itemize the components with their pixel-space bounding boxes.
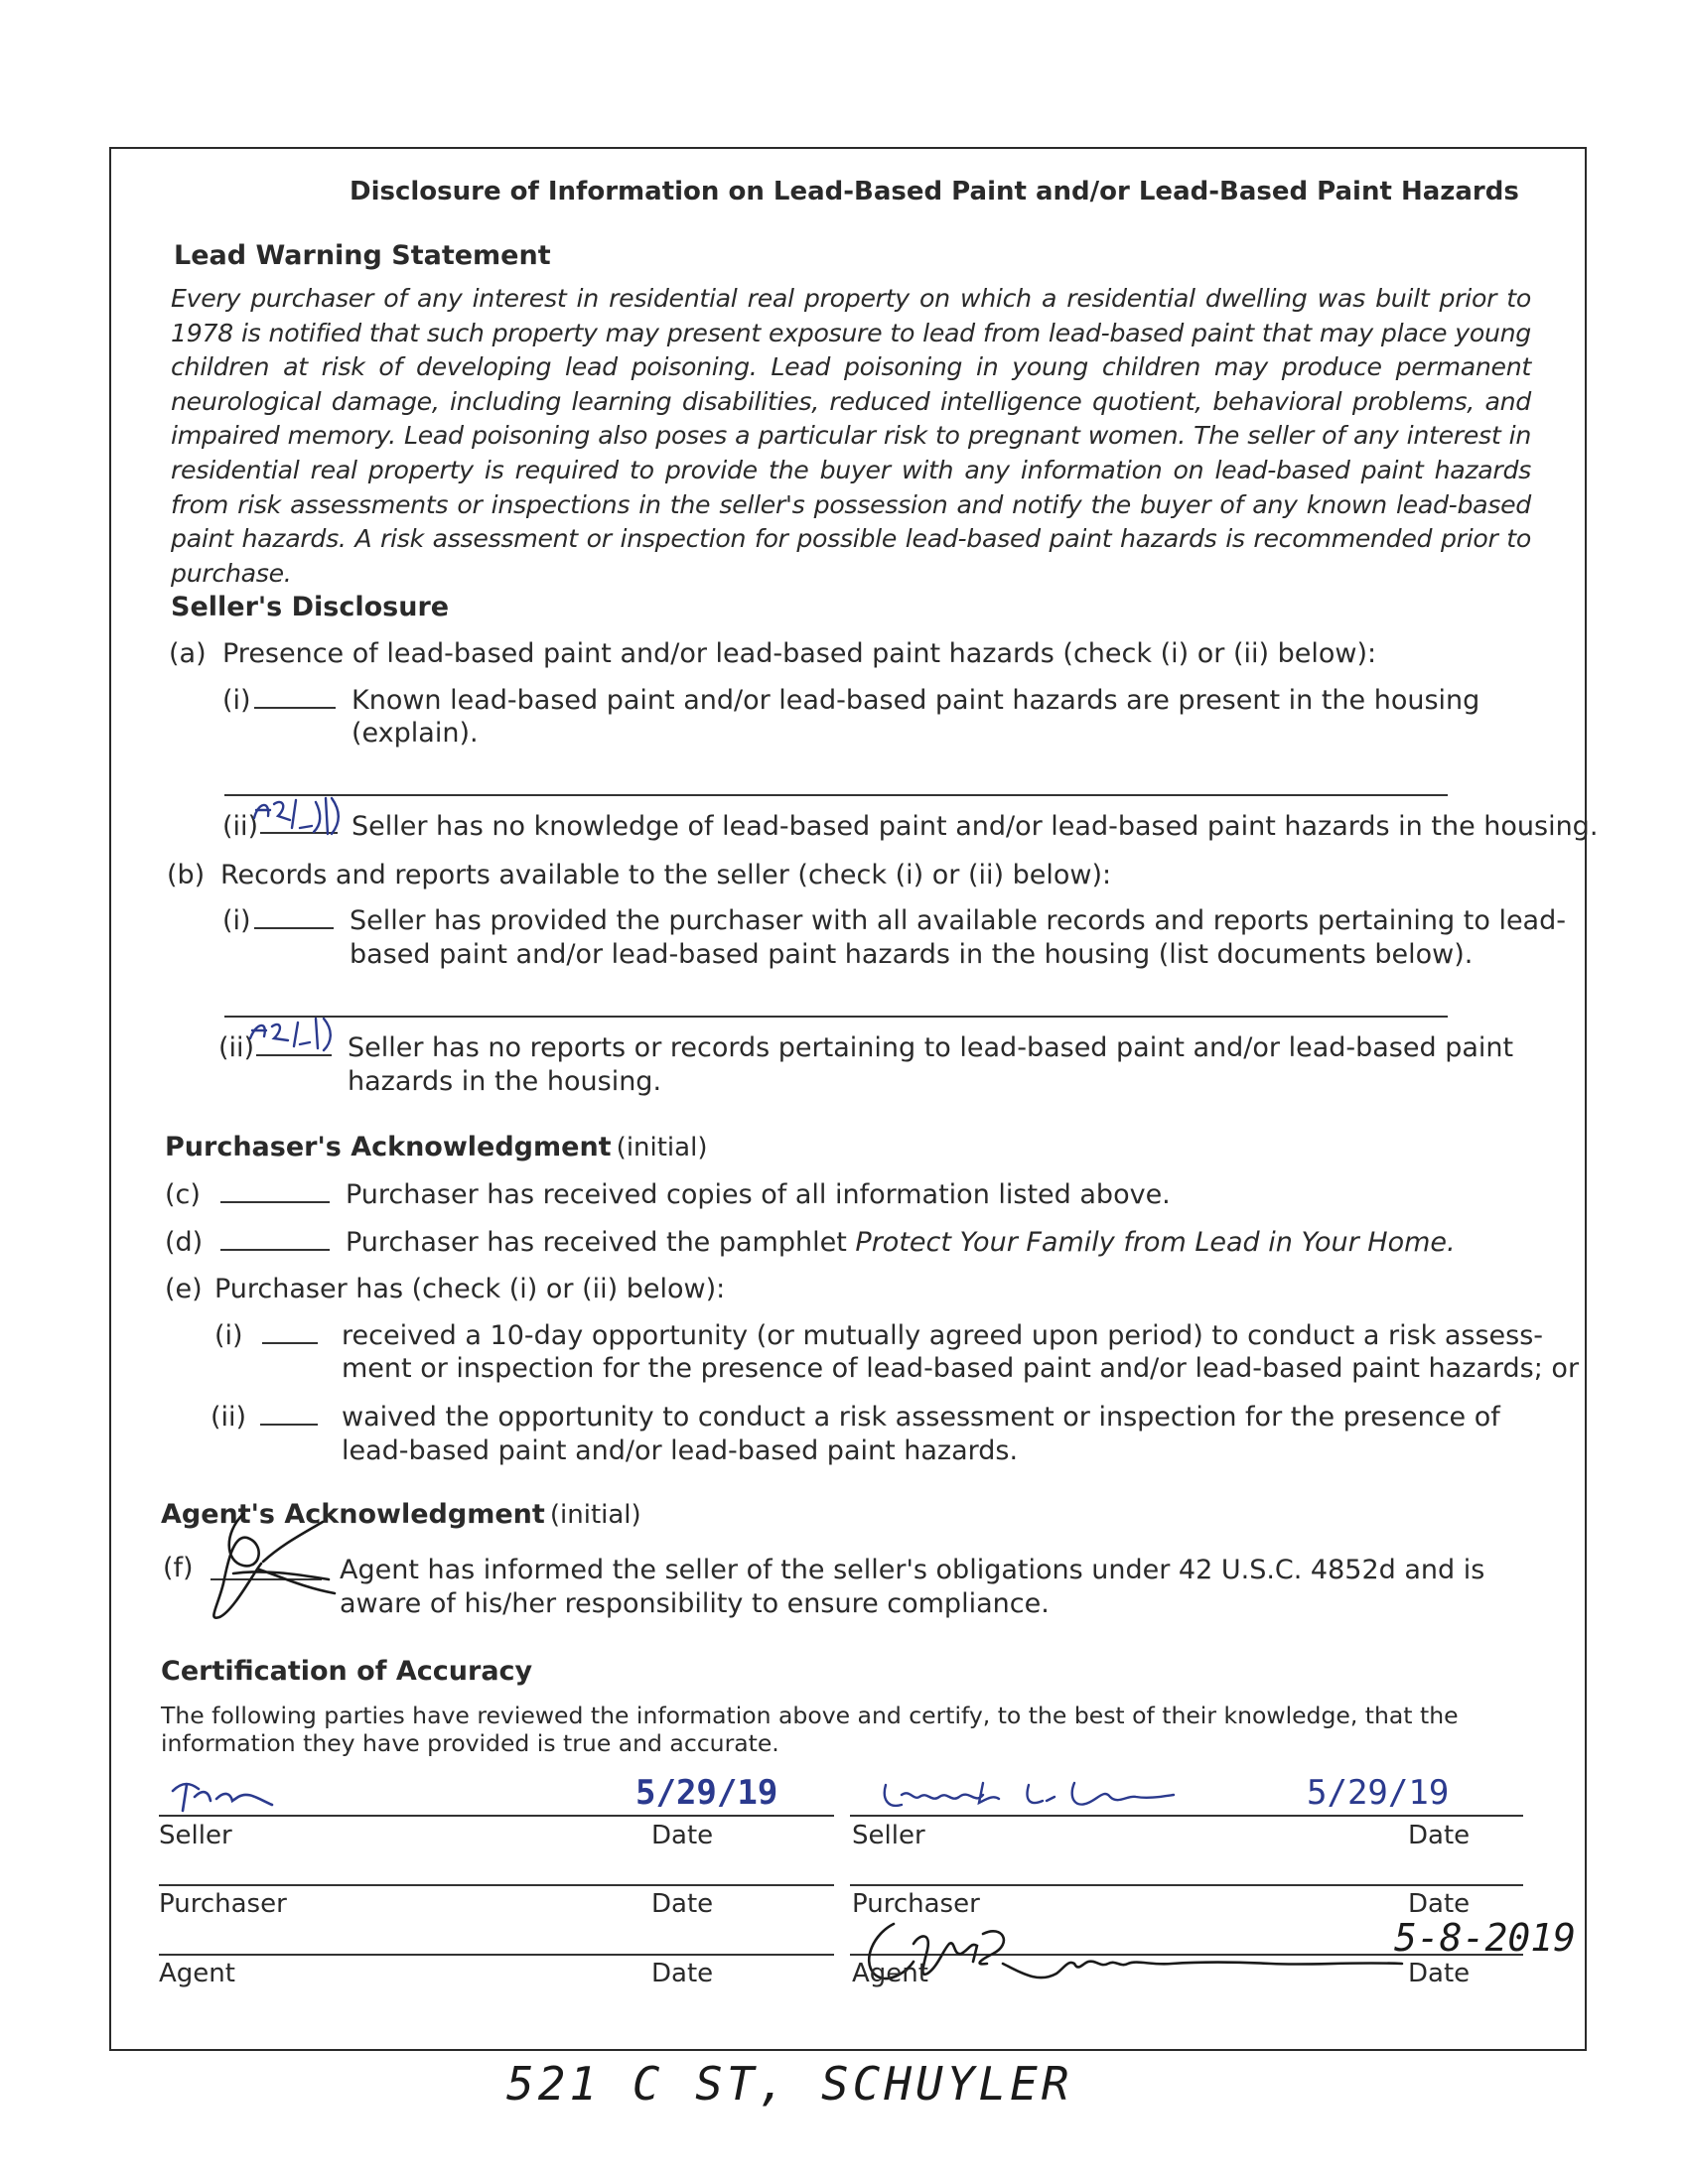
pamphlet-title: Protect Your Family from Lead in Your Home. (855, 1227, 1456, 1258)
seller2-signature (880, 1775, 1178, 1817)
seller1-date-value: 5/29/19 (635, 1773, 778, 1813)
purchaser1-label: Purchaser (159, 1889, 287, 1919)
item-a-i-initial-blank[interactable] (254, 707, 336, 709)
item-b-i-label: (i) (222, 905, 251, 936)
purchaser-ack-heading-row (165, 1132, 707, 1162)
certification-text-line2: information they have provided is true and accurate. (161, 1729, 779, 1757)
item-e-ii-label: (ii) (211, 1402, 247, 1433)
agent2-date-label: Date (1408, 1959, 1471, 1988)
agent-ack-heading: Agent's Acknowledgment (161, 1499, 545, 1530)
item-b-ii-label: (ii) (218, 1032, 255, 1063)
item-b-ii-line2: hazards in the housing. (348, 1066, 662, 1097)
item-b-i-line2: based paint and/or lead-based paint hazards in the housing (list documents below). (350, 939, 1474, 970)
seller1-label: Seller (159, 1821, 232, 1850)
item-e-ii-line1: waived the opportunity to conduct a risk assessment or inspection for the presence of (342, 1402, 1500, 1433)
agent2-label: Agent (852, 1959, 928, 1988)
lead-warning-heading: Lead Warning Statement (174, 240, 551, 271)
item-a-label: (a) (169, 638, 207, 669)
seller2-label: Seller (852, 1821, 925, 1850)
item-c-text: Purchaser has received copies of all information listed above. (346, 1179, 1171, 1210)
agent2-date-value: 5-8-2019 (1394, 1916, 1577, 1960)
item-a-i-label: (i) (222, 685, 251, 716)
item-a-i-line1: Known lead-based paint and/or lead-based paint hazards are present in the housing (352, 685, 1480, 716)
item-e-i-initial-blank[interactable] (262, 1342, 318, 1344)
item-e-label: (e) (165, 1274, 203, 1304)
seller1-date-label: Date (651, 1821, 714, 1850)
item-f-label: (f) (163, 1553, 194, 1583)
item-b-ii-handwritten-initials (244, 1013, 353, 1057)
item-d-initial-blank[interactable] (220, 1249, 330, 1251)
item-c-label: (c) (165, 1179, 201, 1210)
item-f-line1: Agent has informed the seller of the seller's obligations under 42 U.S.C. 4852d and is (340, 1555, 1485, 1585)
certification-heading: Certification of Accuracy (161, 1656, 533, 1687)
agent-ack-initial-note: (initial) (549, 1500, 641, 1530)
item-b-documents-line[interactable] (224, 1016, 1448, 1018)
seller1-signature-line[interactable] (159, 1815, 834, 1817)
item-a-ii-text: Seller has no knowledge of lead-based paint and/or lead-based paint hazards in the housing. (352, 811, 1599, 842)
item-b-text: Records and reports available to the seller (check (i) or (ii) below): (220, 860, 1112, 890)
seller1-signature (169, 1775, 318, 1815)
purchaser2-label: Purchaser (852, 1889, 980, 1919)
purchaser-ack-heading: Purchaser's Acknowledgment (165, 1132, 612, 1162)
item-e-ii-line2: lead-based paint and/or lead-based paint hazards. (342, 1435, 1019, 1466)
item-d-row (346, 1227, 1456, 1258)
agent2-signature (854, 1904, 1410, 1995)
item-e-i-line1: received a 10-day opportunity (or mutually agreed upon period) to conduct a risk assess- (342, 1320, 1544, 1351)
purchaser2-date-label: Date (1408, 1889, 1471, 1919)
seller2-date-value: 5/29/19 (1307, 1773, 1450, 1813)
item-e-i-line2: ment or inspection for the presence of lead-based paint and/or lead-based paint hazards; or (342, 1353, 1580, 1384)
item-b-i-line1: Seller has provided the purchaser with all available records and reports pertaining to lead- (350, 905, 1566, 936)
item-b-label: (b) (167, 860, 206, 890)
item-a-explain-line[interactable] (224, 794, 1448, 796)
item-d-text: Purchaser has received the pamphlet (346, 1227, 847, 1258)
item-a-ii-label: (ii) (222, 811, 259, 842)
agent1-date-label: Date (651, 1959, 714, 1988)
item-b-ii-line1: Seller has no reports or records pertaining to lead-based paint and/or lead-based paint (348, 1032, 1514, 1063)
purchaser1-signature-line[interactable] (159, 1884, 834, 1886)
certification-text-line1: The following parties have reviewed the information above and certify, to the best of their knowledge, that the (161, 1702, 1459, 1729)
purchaser-ack-initial-note: (initial) (616, 1133, 708, 1162)
item-a-i-line2: (explain). (352, 718, 479, 749)
form-title: Disclosure of Information on Lead-Based Paint and/or Lead-Based Paint Hazards (350, 177, 1519, 206)
item-b-i-initial-blank[interactable] (254, 927, 334, 929)
seller-disclosure-heading: Seller's Disclosure (171, 592, 450, 622)
item-e-ii-initial-blank[interactable] (260, 1424, 318, 1426)
agent1-signature-line[interactable] (159, 1954, 834, 1956)
item-e-text: Purchaser has (check (i) or (ii) below): (214, 1274, 726, 1304)
purchaser1-date-label: Date (651, 1889, 714, 1919)
item-f-line2: aware of his/her responsibility to ensure compliance. (340, 1588, 1050, 1619)
item-d-label: (d) (165, 1227, 204, 1258)
item-e-i-label: (i) (214, 1320, 243, 1351)
agent1-label: Agent (159, 1959, 235, 1988)
purchaser2-signature-line[interactable] (850, 1884, 1523, 1886)
item-a-text: Presence of lead-based paint and/or lead-based paint hazards (check (i) or (ii) below): (222, 638, 1377, 669)
lead-warning-text: Every purchaser of any interest in residential real property on which a residential dwelling was built prior to 1978 is notified that such property may present exposure to lead from lead-based paint that may place young children at risk of developing lead poisoning. Lead poisoning in young children may produce permanent neurological damage, including learning disabilities, reduced intelligence quotient, behavioral problems, and impaired memory. Lead poisoning also poses a particular risk to pregnant women. The seller of any interest in residential real property is required to provide the buyer with any information on lead-based paint hazards from risk assessments or inspections in the seller's possession and notify the buyer of any known lead-based paint hazards. A risk assessment or inspection for possible lead-based paint hazards is recommended prior to purchase. (171, 284, 1531, 588)
property-address: 521 C ST, SCHUYLER (506, 2057, 1073, 2111)
agent-initial-signature (204, 1504, 343, 1633)
seller2-date-label: Date (1408, 1821, 1471, 1850)
item-a-ii-handwritten-initials (248, 794, 357, 839)
item-c-initial-blank[interactable] (220, 1201, 330, 1203)
